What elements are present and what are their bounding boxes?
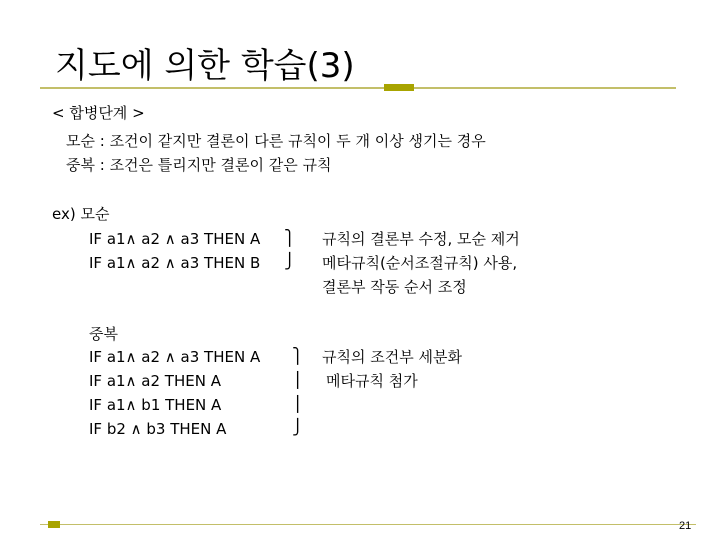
brace-mid: ⎪ — [292, 395, 304, 413]
example-label: ex) 모순 — [52, 205, 110, 223]
brace-top: ⎫ — [284, 229, 296, 247]
footer-accent-block — [48, 521, 60, 528]
footer-line — [40, 524, 696, 525]
brace-bottom: ⎭ — [292, 418, 304, 436]
section-heading: < 합병단계 > — [52, 104, 145, 122]
contradiction-note: 메타규칙(순서조절규칙) 사용, — [322, 254, 518, 272]
page-number: 21 — [679, 520, 692, 532]
redundancy-note: 규칙의 조건부 세분화 — [322, 348, 462, 366]
redundancy-rule: IF a1∧ b1 THEN A — [89, 396, 222, 414]
contradiction-rule: IF a1∧ a2 ∧ a3 THEN A — [89, 230, 261, 248]
slide-title: 지도에 의한 학습(3) — [55, 46, 355, 86]
brace-bottom: ⎭ — [284, 252, 296, 270]
brace-top: ⎫ — [292, 347, 304, 365]
redundancy-rule: IF a1∧ a2 ∧ a3 THEN A — [89, 348, 261, 366]
redundancy-label: 중복 — [89, 325, 118, 343]
brace-mid: ⎪ — [292, 371, 304, 389]
redundancy-rule: IF b2 ∧ b3 THEN A — [89, 420, 227, 438]
definition-redundancy: 중복 : 조건은 틀리지만 결론이 같은 규칙 — [66, 156, 332, 174]
definition-contradiction: 모순 : 조건이 같지만 결론이 다른 규칙이 두 개 이상 생기는 경우 — [66, 132, 486, 150]
contradiction-rule: IF a1∧ a2 ∧ a3 THEN B — [89, 254, 261, 272]
redundancy-rule: IF a1∧ a2 THEN A — [89, 372, 221, 390]
contradiction-note: 결론부 작동 순서 조정 — [322, 278, 467, 296]
contradiction-note: 규칙의 결론부 수정, 모순 제거 — [322, 230, 520, 248]
title-accent-block — [384, 84, 414, 91]
title-underline — [40, 87, 676, 89]
redundancy-note: 메타규칙 첨가 — [326, 372, 418, 390]
